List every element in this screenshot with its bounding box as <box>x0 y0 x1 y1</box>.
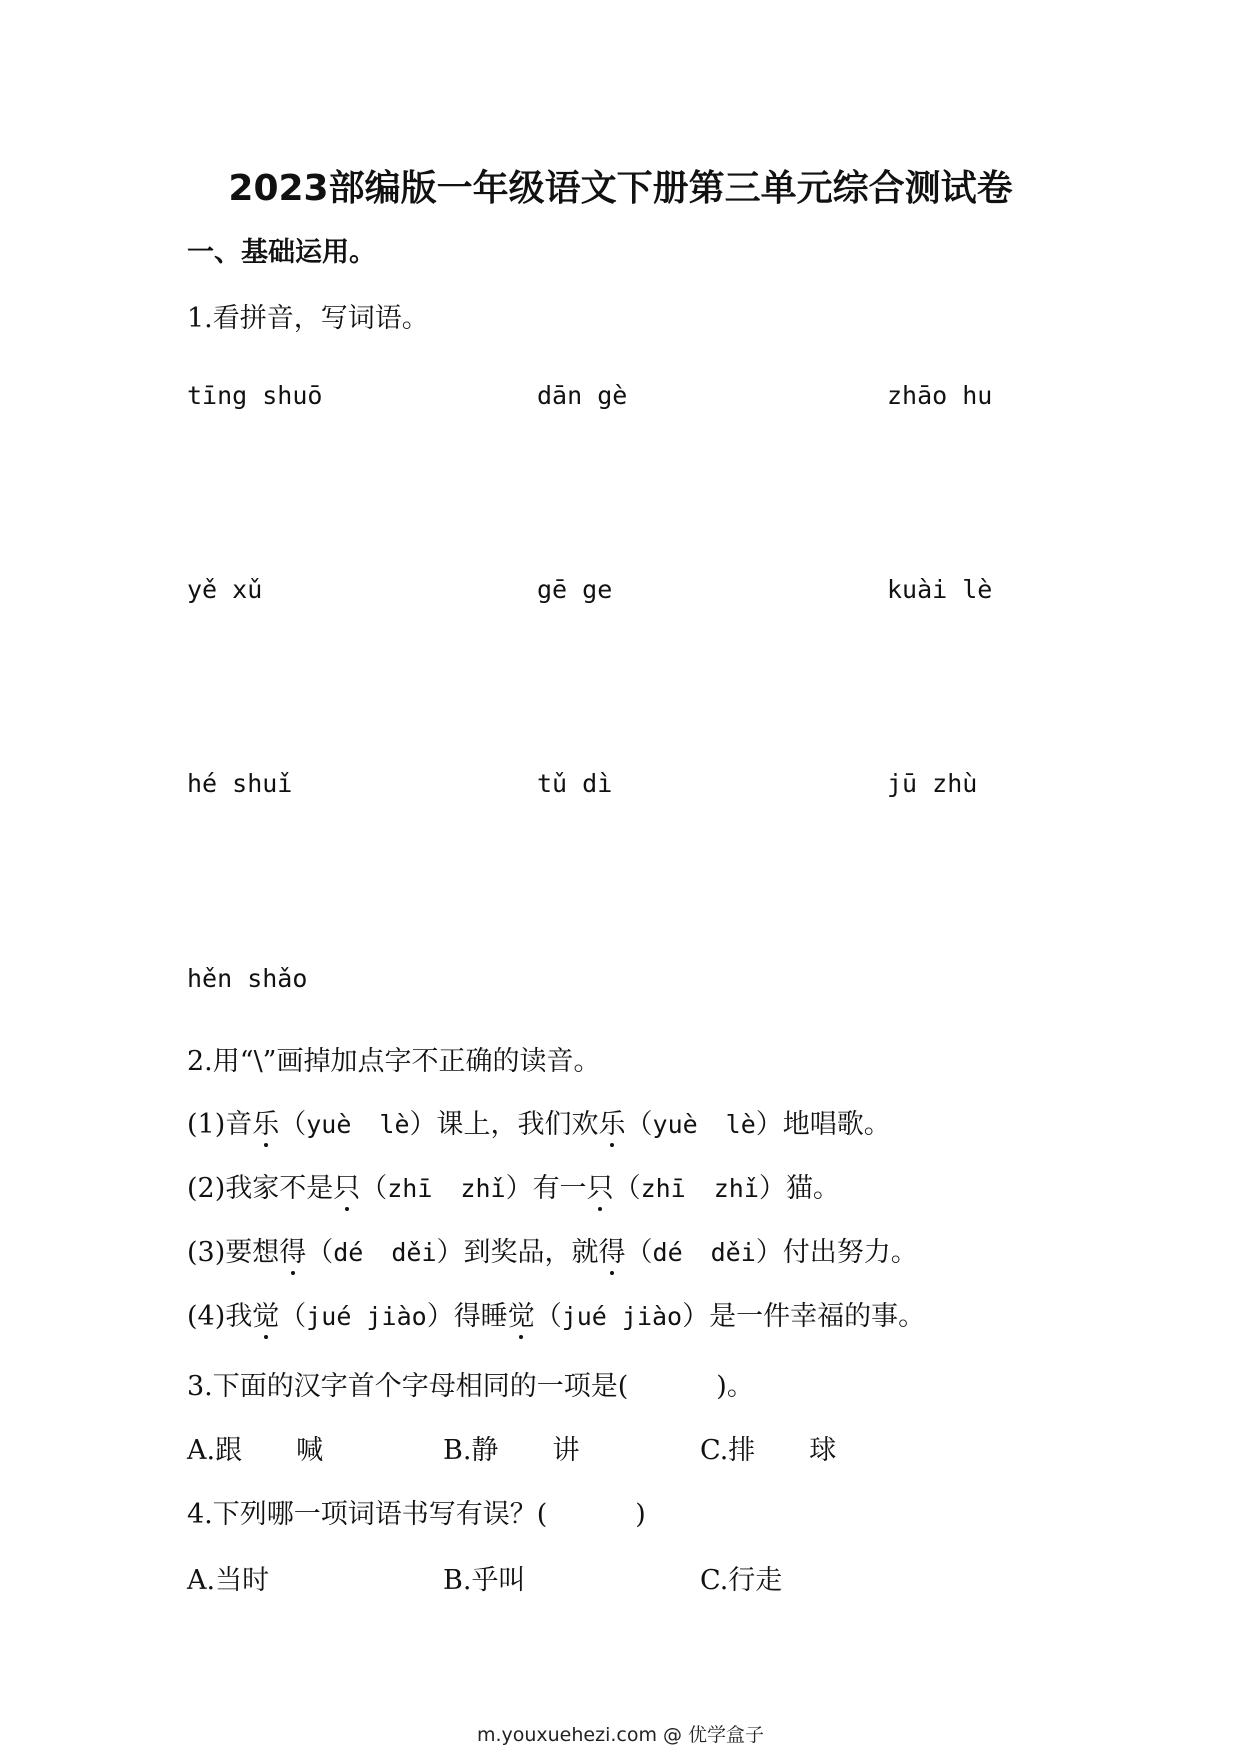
text-segment: 得睡 <box>453 1301 508 1332</box>
paren: （ <box>306 1237 334 1268</box>
text-segment: 课上，我们欢 <box>436 1109 599 1140</box>
option-a: A.当时 <box>187 1565 270 1596</box>
pinyin-option: dé <box>652 1238 683 1267</box>
item-number: (3) <box>187 1237 226 1268</box>
pinyin-option: zhī <box>387 1174 433 1203</box>
text-segment: 我家不是 <box>225 1173 334 1204</box>
question-2-stem: 2.用“\”画掉加点字不正确的读音。 <box>187 1046 601 1077</box>
text-segment: 音 <box>225 1109 253 1140</box>
text-segment: 有一 <box>532 1173 587 1204</box>
page-title: 2023部编版一年级语文下册第三单元综合测试卷 <box>228 168 1013 209</box>
dotted-character: 觉 <box>508 1294 535 1333</box>
question-2-item <box>187 1166 840 1205</box>
option-b <box>443 1428 579 1467</box>
paren: （ <box>279 1109 307 1140</box>
paren: ） <box>409 1109 437 1140</box>
pinyin-option: děi <box>391 1238 437 1267</box>
pinyin-item: jū zhù <box>887 769 978 798</box>
paren: （ <box>625 1237 653 1268</box>
question-text-end: ) <box>635 1499 646 1530</box>
option-a <box>187 1428 323 1467</box>
paren: （ <box>534 1301 562 1332</box>
option-character: 喊 <box>296 1435 324 1466</box>
option-label: A.跟 <box>187 1435 243 1466</box>
question-1-stem: 1.看拼音，写词语。 <box>187 303 429 334</box>
pinyin-item: kuài lè <box>887 575 993 604</box>
paren: （ <box>360 1173 388 1204</box>
pinyin-option: jué <box>561 1302 607 1331</box>
pinyin-item: gē ge <box>537 575 613 604</box>
text-segment: 是一件幸福的事。 <box>709 1301 926 1332</box>
pinyin-option: lè <box>725 1110 756 1139</box>
pinyin-item: dān gè <box>537 381 628 410</box>
pinyin-option: jiào <box>366 1302 427 1331</box>
pinyin-option: děi <box>710 1238 756 1267</box>
pinyin-option: yuè <box>652 1110 698 1139</box>
pinyin-option: zhī <box>640 1174 686 1203</box>
text-segment: 地唱歌。 <box>782 1109 891 1140</box>
dotted-character: 得 <box>599 1230 626 1269</box>
option-character: 讲 <box>552 1435 580 1466</box>
text-segment: 付出努力。 <box>782 1237 918 1268</box>
paren: ） <box>755 1237 783 1268</box>
text-segment: 猫。 <box>785 1173 840 1204</box>
question-4-stem <box>187 1492 646 1531</box>
paren: （ <box>625 1109 653 1140</box>
footer-watermark: m.youxuehezi.com @ 优学盒子 <box>476 1724 765 1746</box>
option-b: B.乎叫 <box>443 1565 526 1596</box>
question-text-end: )。 <box>716 1371 754 1402</box>
pinyin-option: yuè <box>306 1110 352 1139</box>
pinyin-item: hěn shǎo <box>187 964 308 993</box>
paren: （ <box>279 1301 307 1332</box>
option-c: C.行走 <box>700 1565 783 1596</box>
pinyin-option: dé <box>333 1238 364 1267</box>
pinyin-option: jué <box>306 1302 352 1331</box>
option-label: B.静 <box>443 1435 499 1466</box>
dotted-character: 乐 <box>599 1102 626 1141</box>
paren: ） <box>505 1173 533 1204</box>
dotted-character: 只 <box>587 1166 614 1205</box>
item-number: (1) <box>187 1109 226 1140</box>
item-number: (2) <box>187 1173 226 1204</box>
question-3-stem <box>187 1364 754 1403</box>
pinyin-option: jiào <box>621 1302 683 1331</box>
dotted-character: 只 <box>333 1166 360 1205</box>
paren: ） <box>436 1237 464 1268</box>
pinyin-option: zhǐ <box>460 1174 506 1203</box>
option-character: 球 <box>809 1435 837 1466</box>
pinyin-item: zhāo hu <box>887 381 993 410</box>
pinyin-item: tǔ dì <box>537 769 613 798</box>
question-text: 4.下列哪一项词语书写有误？( <box>187 1499 548 1530</box>
dotted-character: 得 <box>279 1230 306 1269</box>
question-2-item <box>187 1102 891 1141</box>
text-segment: 我 <box>225 1301 253 1332</box>
question-2-item <box>187 1294 925 1333</box>
dotted-character: 觉 <box>252 1294 279 1333</box>
paren: ） <box>682 1301 710 1332</box>
question-2-item <box>187 1230 918 1269</box>
option-label: C.排 <box>700 1435 756 1466</box>
text-segment: 要想 <box>225 1237 280 1268</box>
paren: ） <box>758 1173 786 1204</box>
paren: ） <box>426 1301 454 1332</box>
dotted-character: 乐 <box>252 1102 279 1141</box>
paren: （ <box>613 1173 641 1204</box>
text-segment: 到奖品，就 <box>463 1237 599 1268</box>
paren: ） <box>755 1109 783 1140</box>
section-heading-basic: 一、基础运用。 <box>187 237 376 268</box>
pinyin-item: hé shuǐ <box>187 769 293 798</box>
pinyin-option: lè <box>379 1110 410 1139</box>
question-text: 3.下面的汉字首个字母相同的一项是( <box>187 1371 629 1402</box>
item-number: (4) <box>187 1301 226 1332</box>
pinyin-option: zhǐ <box>713 1174 759 1203</box>
option-c <box>700 1428 836 1467</box>
pinyin-item: yě xǔ <box>187 575 263 604</box>
pinyin-item: tīng shuō <box>187 381 323 410</box>
